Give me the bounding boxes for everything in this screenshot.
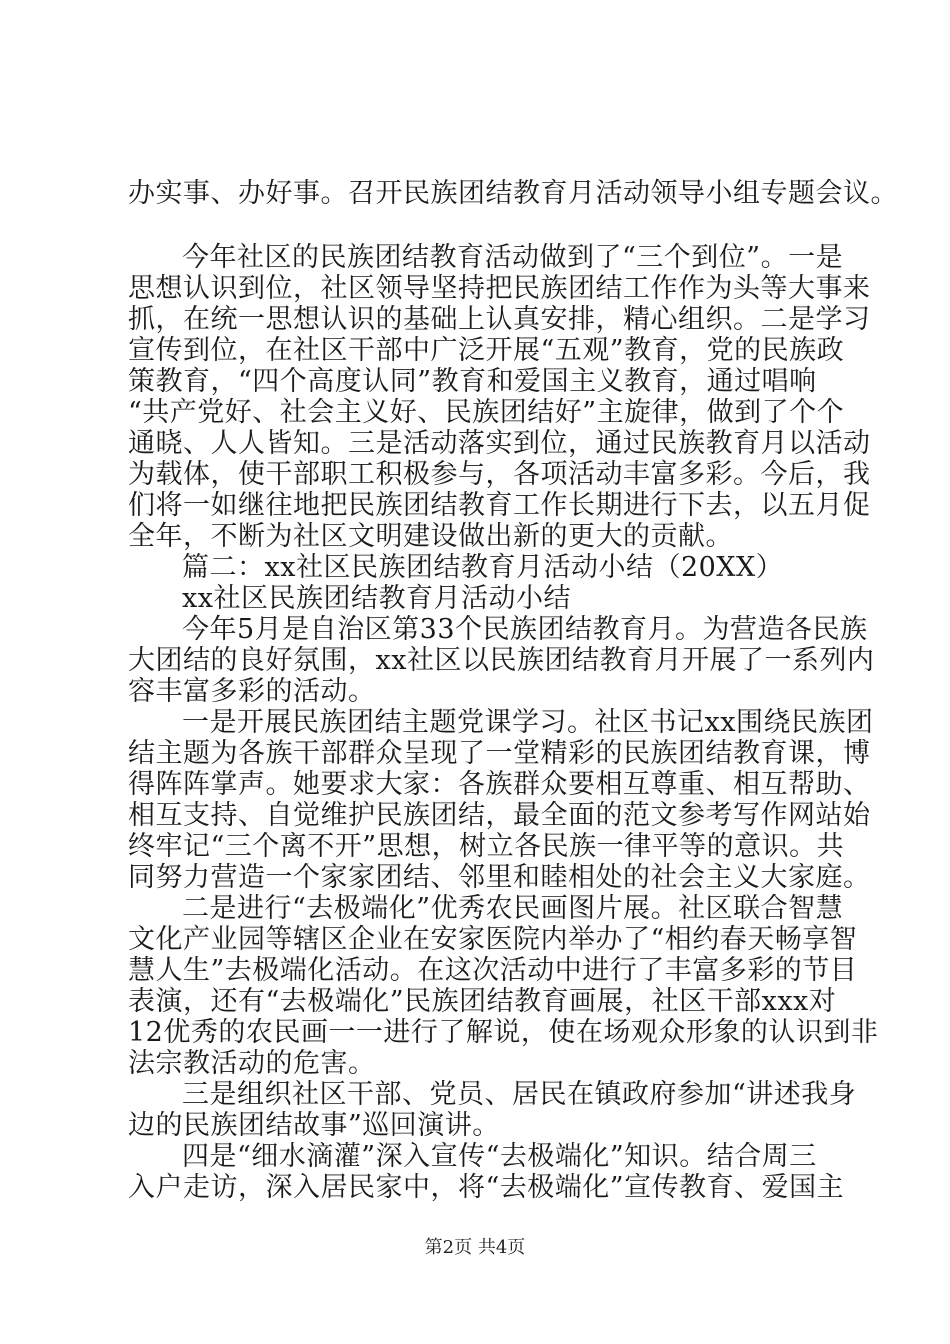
text-line: 12优秀的农民画一一进行了解说，使在场观众形象的认识到非 (128, 1017, 879, 1048)
text-line: 今年5月是自治区第33个民族团结教育月。为营造各民族 (182, 614, 868, 645)
text-line: 慧人生”去极端化活动。在这次活动中进行了丰富多彩的节目 (128, 955, 858, 986)
text-line: 文化产业园等辖区企业在安家医院内举办了“相约春天畅享智 (128, 924, 858, 955)
text-line: 相互支持、自觉维护民族团结，最全面的范文参考写作网站始 (128, 800, 871, 831)
text-line: 同努力营造一个家家团结、邻里和睦相处的社会主义大家庭。 (128, 862, 871, 893)
text-line: 通晓、人人皆知。三是活动落实到位，通过民族教育月以活动 (128, 428, 871, 459)
page-footer: 第2页 共4页 (424, 1237, 526, 1258)
text-line: 策教育，“四个高度认同”教育和爱国主义教育，通过唱响 (128, 366, 817, 397)
text-line: 大团结的良好氛围，xx社区以民族团结教育月开展了一系列内 (128, 645, 875, 676)
text-line: 今年社区的民族团结教育活动做到了“三个到位”。一是 (182, 242, 844, 273)
text-line: 法宗教活动的危害。 (128, 1048, 376, 1079)
text-line: 们将一如继往地把民族团结教育工作长期进行下去，以五月促 (128, 490, 871, 521)
text-line: 得阵阵掌声。她要求大家：各族群众要相互尊重、相互帮助、 (128, 769, 871, 800)
section-heading: 篇二：xx社区民族团结教育月活动小结（20XX） (182, 552, 784, 583)
text-line: “共产党好、社会主义好、民族团结好”主旋律，做到了个个 (128, 397, 845, 428)
subsection-title: xx社区民族团结教育月活动小结 (182, 583, 571, 614)
text-line: 为载体，使干部职工积极参与，各项活动丰富多彩。今后，我 (128, 459, 871, 490)
text-line: 三是组织社区干部、党员、居民在镇政府参加“讲述我身 (182, 1079, 857, 1110)
text-line: 全年，不断为社区文明建设做出新的更大的贡献。 (128, 521, 733, 552)
text-line: 终牢记“三个离不开”思想，树立各民族一律平等的意识。共 (128, 831, 845, 862)
text-line: 抓，在统一思想认识的基础上认真安排，精心组织。二是学习 (128, 304, 871, 335)
text-line: 结主题为各族干部群众呈现了一堂精彩的民族团结教育课，博 (128, 738, 871, 769)
text-line: 宣传到位，在社区干部中广泛开展“五观”教育，党的民族政 (128, 335, 845, 366)
text-line: 四是“细水滴灌”深入宣传“去极端化”知识。结合周三 (182, 1141, 817, 1172)
text-line: 容丰富多彩的活动。 (128, 676, 376, 707)
text-line: 入户走访，深入居民家中，将“去极端化”宣传教育、爱国主 (128, 1172, 845, 1203)
text-line: 边的民族团结故事”巡回演讲。 (128, 1110, 500, 1141)
text-line: 思想认识到位，社区领导坚持把民族团结工作作为头等大事来 (128, 273, 871, 304)
text-line: 二是进行“去极端化”优秀农民画图片展。社区联合智慧 (182, 893, 844, 924)
text-line: 一是开展民族团结主题党课学习。社区书记xx围绕民族团 (182, 707, 874, 738)
text-line: 表演，还有“去极端化”民族团结教育画展，社区干部xxx对 (128, 986, 837, 1017)
text-line: 办实事、办好事。召开民族团结教育月活动领导小组专题会议。 (128, 178, 898, 209)
